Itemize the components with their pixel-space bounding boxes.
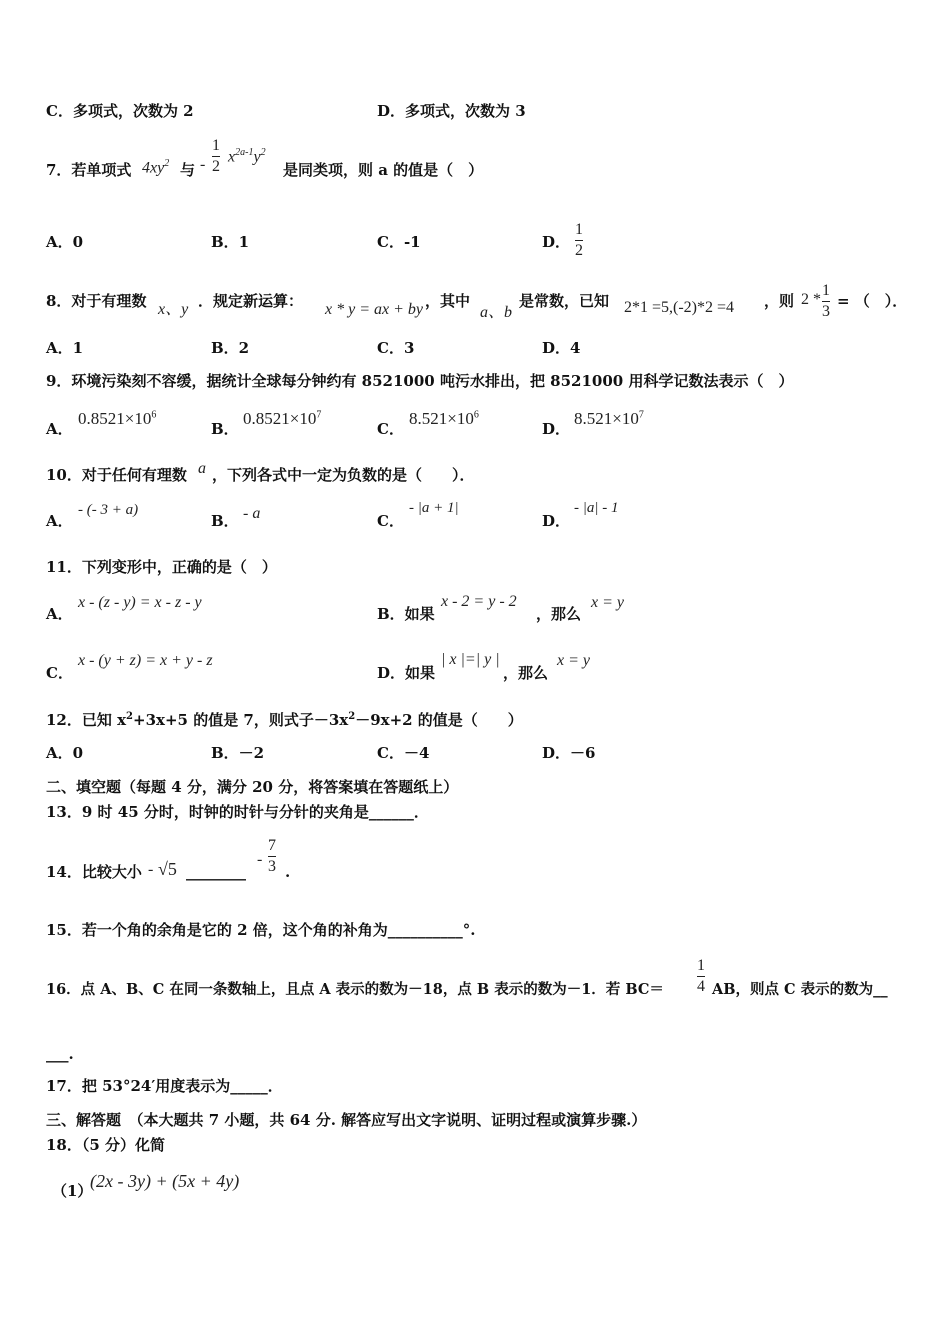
q9-option-a-label: A． <box>46 420 73 438</box>
q16-stem-a: 16．点 A、B、C 在同一条数轴上，且点 A 表示的数为－18，点 B 表示的数为－1．若 BC＝ <box>46 981 664 998</box>
q7-option-a: A．0 <box>46 233 84 251</box>
q8-ask-pre: 2 * <box>801 291 821 308</box>
q8-option-a: A．1 <box>46 339 84 357</box>
q10-stem-a: 10．对于任何有理数 <box>46 466 187 484</box>
q8-ask-post: = （ ）． <box>837 292 908 310</box>
q8-ask-fraction: 1 3 <box>822 282 830 320</box>
q9-option-a: $0.8521\times 10^6$ <box>78 409 157 428</box>
q10-stem-b: ，下列各式中一定为负数的是（ ）． <box>212 466 475 484</box>
q16-stem-b: AB，则点 C 表示的数为__ <box>712 981 888 998</box>
q10-option-c: - |a + 1| <box>409 500 459 516</box>
q10-option-b: - a <box>243 505 261 522</box>
q7-option-b: B．1 <box>211 233 250 251</box>
q7-expr1: $4xy^2$ <box>142 158 170 177</box>
q9-option-c: $8.521\times 10^6$ <box>409 409 479 428</box>
q9-option-b-label: B． <box>211 420 239 438</box>
q14-radical: √5 <box>158 859 177 879</box>
q12-option-b: B．－2 <box>211 744 265 762</box>
q8-stem-a: 8．对于有理数 <box>46 292 147 310</box>
q16-cont: ___. <box>46 1045 74 1063</box>
q11-option-a-label: A． <box>46 605 73 623</box>
q14-end: . <box>285 863 291 881</box>
q11-option-b-mid: ，那么 <box>536 605 582 623</box>
q9-option-d-label: D． <box>542 420 571 438</box>
q8-stem-e: ，则 <box>764 292 795 310</box>
q9-option-d: $8.521\times 10^7$ <box>574 409 644 428</box>
q7-option-c: C．-1 <box>377 233 421 251</box>
q7-stem-c: 是同类项，则 a 的值是（ ） <box>283 161 484 179</box>
q7-expr2: $x^{2a-1}y^2$ <box>228 147 266 166</box>
q14-neg: - <box>148 861 154 878</box>
q11-option-b-res: x = y <box>591 594 624 611</box>
q9-option-c-label: C． <box>377 420 404 438</box>
q6-option-d: D．多项式，次数为 3 <box>377 102 526 120</box>
q17: 17．把 53°24′用度表示为_____． <box>46 1077 283 1095</box>
q7-fraction: 1 2 <box>212 137 220 175</box>
q12-option-a: A．0 <box>46 744 84 762</box>
q10-var: a <box>198 460 206 477</box>
q11-option-d-res: x = y <box>557 652 590 669</box>
q8-consts: a、b <box>480 304 513 321</box>
q12-option-c: C．－4 <box>377 744 430 762</box>
q18-stem: 18．（5 分）化简 <box>46 1136 166 1154</box>
q11-option-d-mid: ，那么 <box>503 664 549 682</box>
q11-option-c-label: C． <box>46 664 73 682</box>
section3-heading: 三、解答题 （本大题共 7 小题，共 64 分. 解答应写出文字说明、证明过程或演算步骤.） <box>46 1111 647 1129</box>
q8-known: 2*1 =5,(-2)*2 =4 <box>624 299 735 316</box>
q8-option-d: D．4 <box>542 339 581 357</box>
q8-stem-c: ，其中 <box>425 292 471 310</box>
q9-option-b: $0.8521\times 10^7$ <box>243 409 322 428</box>
q11-option-a: x - (z - y) = x - z - y <box>78 594 202 611</box>
q8-stem-b: ．规定新运算： <box>198 292 304 310</box>
q10-option-c-label: C． <box>377 512 404 530</box>
q7-neg: - <box>200 156 206 173</box>
q18-part1-expr: (2x - 3y) + (5x + 4y) <box>90 1171 240 1191</box>
q11-option-b-cond: x - 2 = y - 2 <box>441 593 517 610</box>
q10-option-d: - |a| - 1 <box>574 500 619 516</box>
q14-neg2: - <box>257 851 263 868</box>
q10-option-b-label: B． <box>211 512 239 530</box>
q8-vars: x、y <box>158 301 189 318</box>
q10-option-a: - (- 3 + a) <box>78 502 139 518</box>
q11-option-c: x - (y + z) = x + y - z <box>78 652 213 669</box>
q11-stem: 11．下列变形中，正确的是（ ） <box>46 558 277 576</box>
q7-option-d-fraction: 1 2 <box>575 221 583 259</box>
q12-option-d: D．－6 <box>542 744 596 762</box>
q7-stem-a: 7．若单项式 <box>46 161 132 179</box>
q7-stem-b: 与 <box>180 161 196 179</box>
q9-stem: 9．环境污染刻不容缓，据统计全球每分钟约有 8521000 吨污水排出，把 8521000 用科学记数法表示（ ） <box>46 372 794 390</box>
q11-option-d-cond: | x |=| y | <box>441 651 500 668</box>
q14-fraction: 7 3 <box>268 837 276 875</box>
q11-option-d-label: D．如果 <box>377 664 436 682</box>
q12-stem: 12．已知 $x^2+3x+5$ 的值是 7，则式子$-3x^2-9x+2$ 的值是（ ） <box>46 711 523 729</box>
q15: 15．若一个角的余角是它的 2 倍，这个角的补角为__________°. <box>46 921 476 939</box>
q11-option-b-label: B．如果 <box>377 605 435 623</box>
q14-stem: 14．比较大小 <box>46 863 142 881</box>
q16-fraction: 1 4 <box>697 957 705 995</box>
q8-stem-d: 是常数，已知 <box>519 292 610 310</box>
q10-option-a-label: A． <box>46 512 73 530</box>
q8-rule: x * y = ax + by <box>325 301 423 318</box>
section2-heading: 二、填空题（每题 4 分，满分 20 分，将答案填在答题纸上） <box>46 778 459 796</box>
q8-option-c: C．3 <box>377 339 415 357</box>
q14-blank: ________ <box>186 863 246 881</box>
q18-part1-label: （1） <box>52 1182 93 1200</box>
q13: 13．9 时 45 分时，时钟的时针与分针的夹角是______． <box>46 803 429 821</box>
q10-option-d-label: D． <box>542 512 571 530</box>
q8-option-b: B．2 <box>211 339 250 357</box>
q7-option-d-label: D． <box>542 233 571 251</box>
q6-option-c: C．多项式，次数为 2 <box>46 102 194 120</box>
